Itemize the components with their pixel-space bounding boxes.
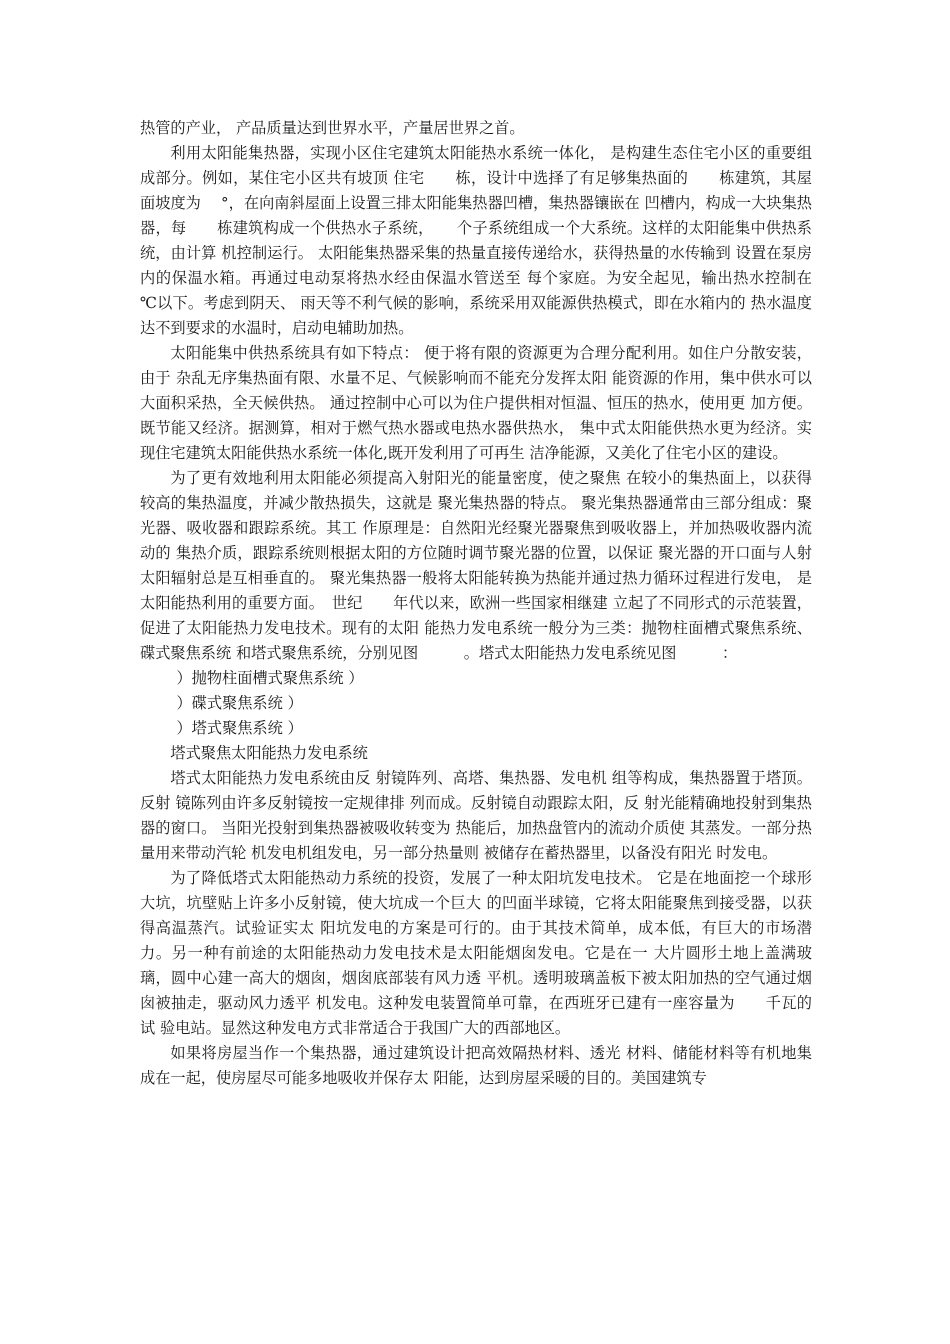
paragraph-1: 热管的产业， 产品质量达到世界水平，产量居世界之首。 <box>140 119 525 137</box>
figure-caption-2: ）碟式聚焦系统 ） <box>176 694 303 712</box>
figure-caption-1: ）抛物柱面槽式聚焦系统 ） <box>176 669 364 687</box>
paragraph-7: 如果将房屋当作一个集热器，通过建筑设计把高效隔热材料、透光 材料、储能材料等有机地集成在一起，使房屋尽可能多地吸收并保存太 阳能，达到房屋采暖的目的。美国建筑专 <box>140 1044 812 1087</box>
document-body <box>140 116 833 1091</box>
section-heading: 塔式聚焦太阳能热力发电系统 <box>170 744 368 762</box>
paragraph-4: 为了更有效地利用太阳能必须提高入射阳光的能量密度，使之聚焦 在较小的集热面上，以获得较高的集热温度，并减少散热损失，这就是 聚光集热器的特点。 聚光集热器通常由三部分组成：聚光器、吸收器和跟踪系统。其工 作原理是：自然阳光经聚光器聚焦到吸收器上，并加热吸收器内流动的 集热介质，跟踪系统则根据太阳的方位随时调节聚光器的位置，以保证 聚光器的开口面与人射太阳辐射总是互相垂直的。 聚光集热器一般将太阳能转换为热能并通过热力循环过程进行发电， 是太阳能热利用的重要方面。 世纪 年代以来，欧洲一些国家相继建 立起了不同形式的示范装置，促进了太阳能热力发电技术。现有的太阳 能热力发电系统一般分为三类：抛物柱面槽式聚焦系统、碟式聚焦系统 和塔式聚焦系统，分别见图 。塔式太阳能热力发电系统见图 ： <box>140 469 812 662</box>
figure-caption-3: ）塔式聚焦系统 ） <box>176 719 303 737</box>
paragraph-6: 为了降低塔式太阳能热动力系统的投资，发展了一种太阳坑发电技术。 它是在地面挖一个球形大坑，坑壁贴上许多小反射镜，使大坑成一个巨大 的凹面半球镜，它将太阳能聚焦到接受器，以获得高温蒸汽。试验证实太 阳坑发电的方案是可行的。由于其技术简单，成本低，有巨大的市场潜力。另一种有前途的太阳能热动力发电技术是太阳能烟囱发电。它是在一 大片圆形土地上盖满玻璃，圆中心建一高大的烟囱，烟囱底部装有风力透 平机。透明玻璃盖板下被太阳加热的空气通过烟囱被抽走，驱动风力透平 机发电。这种发电装置简单可靠，在西班牙已建有一座容量为 千瓦的试 验电站。显然这种发电方式非常适合于我国广大的西部地区。 <box>140 869 812 1037</box>
paragraph-3: 太阳能集中供热系统具有如下特点： 便于将有限的资源更为合理分配利用。如住户分散安装，由于 杂乱无序集热面有限、水量不足、气候影响而不能充分发挥太阳 能资源的作用，集中供水可以大面积采热，全天候供热。 通过控制中心可以为住户提供相对恒温、恒压的热水，使用更 加方便。 既节能又经济。据测算，相对于燃气热水器或电热水器供热水， 集中式太阳能供热水更为经济。实现住宅建筑太阳能供热水系统一体化,既开发利用了可再生 洁净能源，又美化了住宅小区的建设。 <box>140 344 812 462</box>
paragraph-2: 利用太阳能集热器，实现小区住宅建筑太阳能热水系统一体化， 是构建生态住宅小区的重要组成部分。例如，某住宅小区共有坡顶 住宅 栋，设计中选择了有足够集热面的 栋建筑，其屋面坡度为 °，在向南斜屋面上设置三排太阳能集热器凹槽，集热器镶嵌在 凹槽内，构成一大块集热器，每 栋建筑构成一个供热水子系统， 个子系统组成一个大系统。这样的太阳能集中供热系统，由计算 机控制运行。 太阳能集热器采集的热量直接传递给水，获得热量的水传输到 设置在泵房内的保温水箱。再通过电动泵将热水经由保温水管送至 每个家庭。为安全起见，输出热水控制在 ℃以下。考虑到阴天、 雨天等不利气候的影响，系统采用双能源供热模式，即在水箱内的 热水温度达不到要求的水温时，启动电辅助加热。 <box>140 144 833 337</box>
paragraph-5: 塔式太阳能热力发电系统由反 射镜阵列、高塔、集热器、发电机 组等构成，集热器置于塔顶。反射 镜陈列由许多反射镜按一定规律排 列而成。反射镜自动跟踪太阳，反 射光能精确地投射到集热器的窗口。 当阳光投射到集热器被吸收转变为 热能后，加热盘管内的流动介质使 其蒸发。一部分热量用来带动汽轮 机发电机组发电，另一部分热量则 被储存在蓄热器里，以备没有阳光 时发电。 <box>140 769 812 862</box>
